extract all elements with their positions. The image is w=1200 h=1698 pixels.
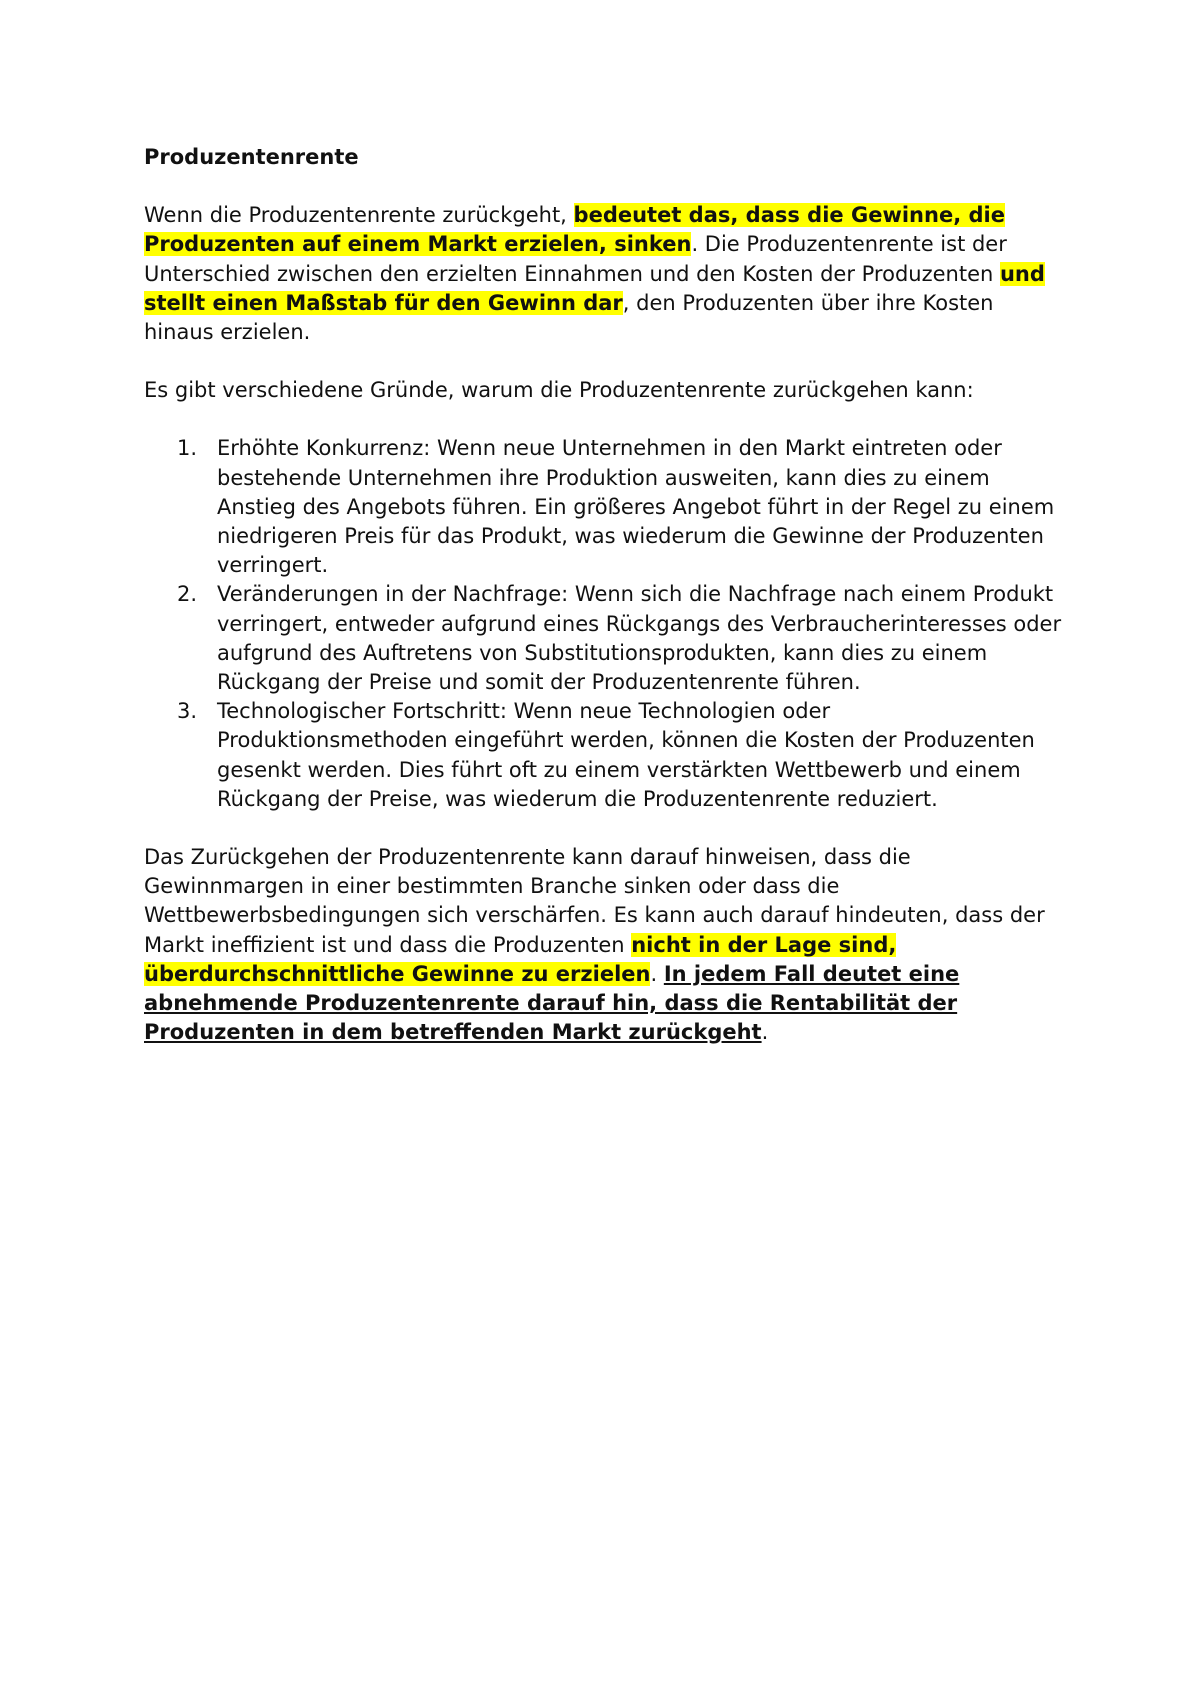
list-item-number: 3. (177, 699, 198, 724)
intro-text-3: , den Produzenten über ihre Kosten hinaus erzielen. (144, 290, 994, 345)
list-item-text: Erhöhte Konkurrenz: Wenn neue Unternehmen in den Markt eintreten oder bestehende Unternehmen ihre Produktion ausweiten, kann dies zu einem Anstieg des Angebots führen. Ein größeres Angebot führt in der Regel zu einem niedrigeren Preis für das Produkt, was wiederum die Gewinne der Produzenten verringert. (217, 436, 1055, 578)
paragraph-intro (144, 201, 1064, 347)
reasons-list (144, 434, 1064, 814)
paragraph-conclusion (144, 843, 1064, 1047)
conclusion-highlight: nicht in der Lage sind, überdurchschnittliche Gewinne zu erzielen (144, 932, 897, 986)
intro-highlight-2: und stellt einen Maßstab für den Gewinn dar (144, 261, 1045, 315)
intro-text-1: Wenn die Produzentenrente zurückgeht, (144, 203, 574, 228)
list-item-text: Technologischer Fortschritt: Wenn neue Technologien oder Produktionsmethoden eingeführt werden, können die Kosten der Produzenten gesenkt werden. Dies führt oft zu einem verstärkten Wettbewerb und einem Rückgang der Preise, was wiederum die Produzentenrente reduziert. (217, 699, 1035, 811)
list-item (177, 697, 1064, 814)
conclusion-text-3: . (761, 1020, 769, 1045)
list-item (177, 580, 1064, 697)
list-item-number: 1. (177, 436, 198, 461)
conclusion-text-2: . (650, 961, 664, 986)
conclusion-text-1: Das Zurückgehen der Produzentenrente kann darauf hinweisen, dass die Gewinnmargen in einer bestimmten Branche sinken oder dass die Wettbewerbsbedingungen sich verschärfen. Es kann auch darauf hindeuten, dass der Markt ineffizient ist und dass die Produzenten (144, 845, 1045, 957)
intro-text-2: . Die Produzentenrente ist der Unterschied zwischen den erzielten Einnahmen und den Kosten der Produzenten (144, 232, 1007, 286)
conclusion-underlined: In jedem Fall deutet eine abnehmende Produzentenrente darauf hin, dass die Rentabilität der Produzenten in dem betreffenden Markt zurückgeht (144, 961, 960, 1045)
document-page (144, 143, 1064, 1076)
list-item-number: 2. (177, 582, 198, 607)
document-title: Produzentenrente (144, 145, 359, 169)
paragraph-reasons-intro: Es gibt verschiedene Gründe, warum die Produzentenrente zurückgehen kann: (144, 378, 974, 403)
list-item (177, 434, 1064, 580)
list-item-text: Veränderungen in der Nachfrage: Wenn sich die Nachfrage nach einem Produkt verringert, entweder aufgrund eines Rückgangs des Verbraucherinteresses oder aufgrund des Auftretens von Substitutionsprodukten, kann dies zu einem Rückgang der Preise und somit der Produzentenrente führen. (217, 582, 1062, 695)
intro-highlight-1: bedeutet das, dass die Gewinne, die Produzenten auf einem Markt erzielen, sinken (144, 203, 1005, 257)
